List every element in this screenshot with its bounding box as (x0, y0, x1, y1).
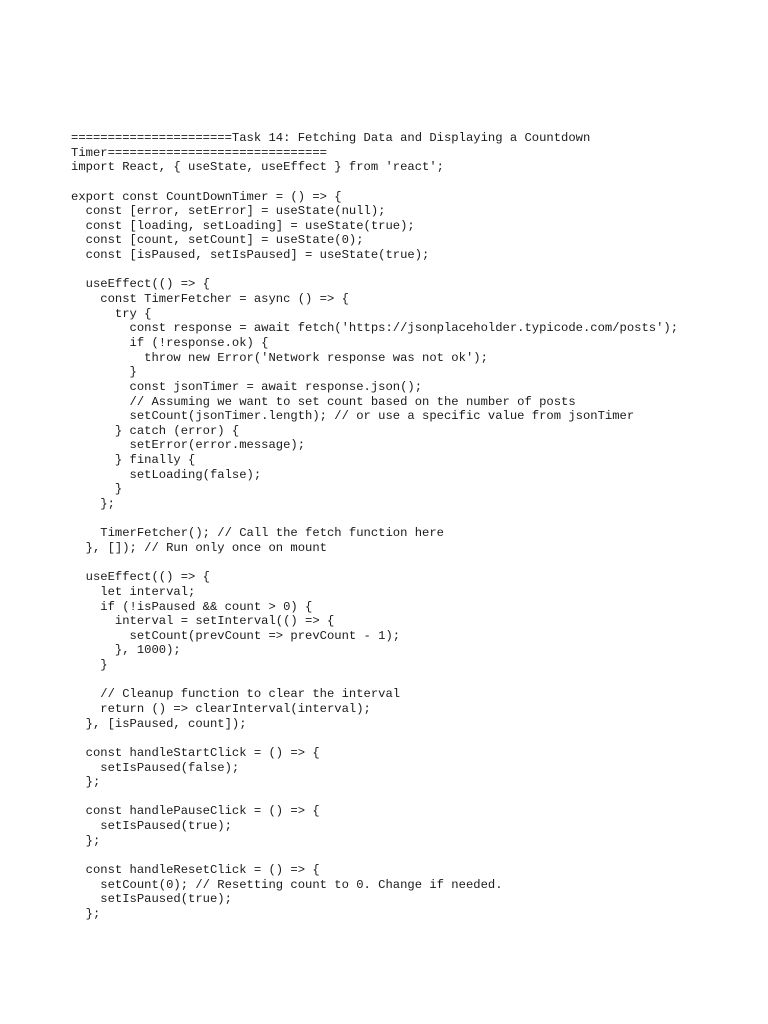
code-line: }, [isPaused, count]); (71, 716, 247, 731)
code-line: const [isPaused, setIsPaused] = useState(true); (71, 248, 430, 263)
code-line: } (71, 658, 108, 673)
code-line: if (!isPaused && count > 0) { (71, 599, 313, 614)
code-line: useEffect(() => { (71, 277, 210, 292)
blank-line (71, 263, 751, 278)
code-line: setIsPaused(true); (71, 892, 232, 907)
code-line: // Assuming we want to set count based on the number of posts (71, 394, 576, 409)
code-line: useEffect(() => { (71, 570, 210, 585)
code-line: const [loading, setLoading] = useState(true); (71, 218, 415, 233)
code-line: }, 1000); (71, 643, 181, 658)
code-line: setCount(jsonTimer.length); // or use a specific value from jsonTimer (71, 409, 635, 424)
code-line: const handleResetClick = () => { (71, 863, 320, 878)
code-line: } (71, 365, 137, 380)
blank-line (71, 512, 751, 527)
code-line: if (!response.ok) { (71, 335, 269, 350)
code-line: const [error, setError] = useState(null); (71, 204, 386, 219)
code-line: // Cleanup function to clear the interval (71, 687, 401, 702)
code-line: setError(error.message); (71, 438, 306, 453)
code-line: setCount(0); // Resetting count to 0. Change if needed. (71, 877, 503, 892)
blank-line (71, 848, 751, 863)
blank-line (71, 175, 751, 190)
code-line: }, []); // Run only once on mount (71, 540, 327, 555)
code-line: setIsPaused(false); (71, 760, 240, 775)
code-line: setCount(prevCount => prevCount - 1); (71, 628, 401, 643)
blank-line (71, 673, 751, 688)
code-line: throw new Error('Network response was not ok'); (71, 350, 488, 365)
code-line: return () => clearInterval(interval); (71, 701, 371, 716)
code-line: const handleStartClick = () => { (71, 745, 320, 760)
code-line: } (71, 482, 123, 497)
code-line: ======================Task 14: Fetching Data and Displaying a Countdown (71, 131, 591, 145)
code-line: import React, { useState, useEffect } from 'react'; (71, 160, 444, 175)
blank-line (71, 790, 751, 805)
code-line: let interval; (71, 584, 196, 599)
code-line: }; (71, 497, 115, 512)
code-line: const response = await fetch('https://jsonplaceholder.typicode.com/posts'); (71, 321, 679, 336)
code-line: } catch (error) { (71, 423, 240, 438)
code-line: export const CountDownTimer = () => { (71, 189, 342, 204)
code-line: setIsPaused(true); (71, 819, 232, 834)
blank-line (71, 556, 751, 571)
code-line: const [count, setCount] = useState(0); (71, 233, 364, 248)
code-line: TimerFetcher(); // Call the fetch function here (71, 526, 444, 541)
code-listing (71, 131, 751, 922)
code-line: setLoading(false); (71, 467, 262, 482)
blank-line (71, 731, 751, 746)
code-line: Timer============================== (71, 145, 327, 160)
code-line: const jsonTimer = await response.json(); (71, 379, 423, 394)
code-line: }; (71, 906, 101, 921)
code-line: }; (71, 833, 101, 848)
code-line: const handlePauseClick = () => { (71, 804, 320, 819)
code-line: const TimerFetcher = async () => { (71, 292, 349, 307)
code-line: try { (71, 306, 152, 321)
code-line: } finally { (71, 453, 196, 468)
code-line: }; (71, 775, 101, 790)
code-line: interval = setInterval(() => { (71, 614, 335, 629)
